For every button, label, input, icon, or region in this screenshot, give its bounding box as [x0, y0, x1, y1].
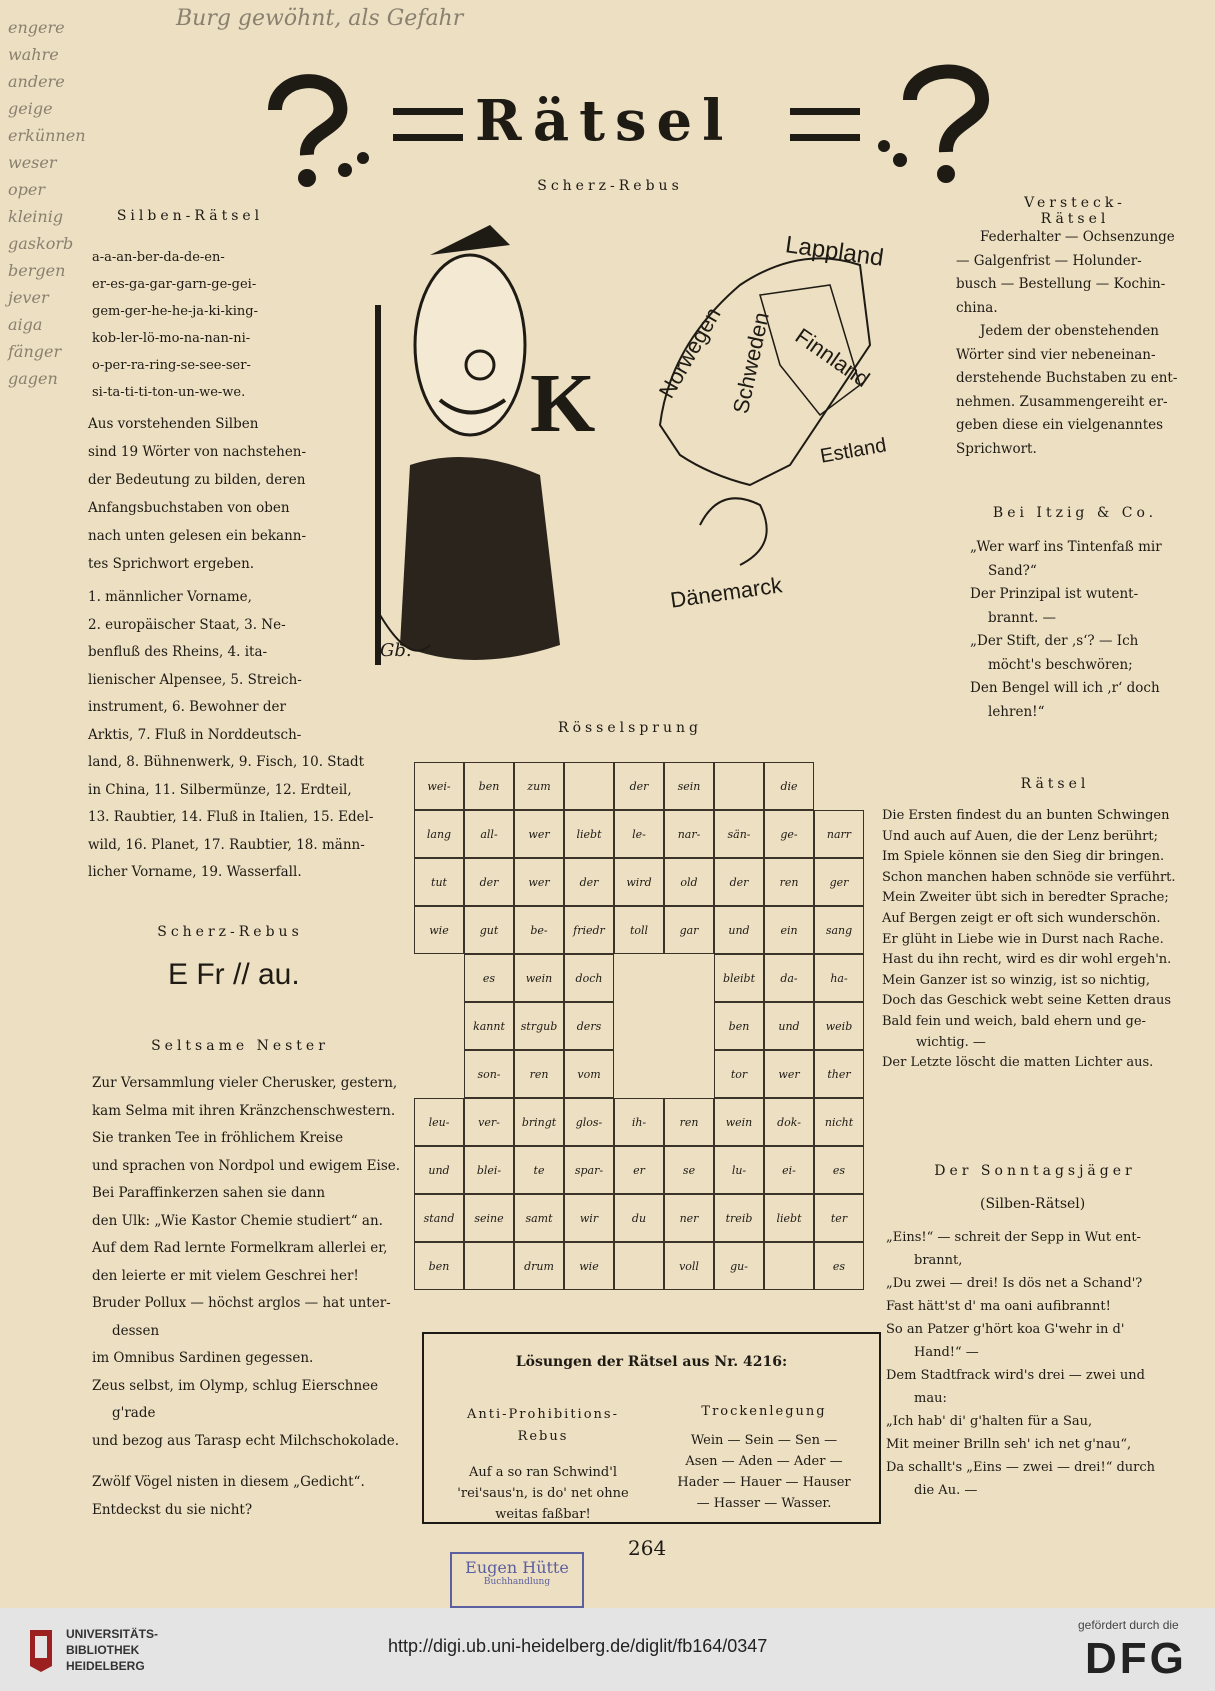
roessel-cell: ge- [764, 810, 814, 858]
roessel-cell: wer [514, 858, 564, 906]
roessel-cell: friedr [564, 906, 614, 954]
roessel-cell: der [714, 858, 764, 906]
library-name: UNIVERSITÄTS- BIBLIOTHEK HEIDELBERG [66, 1627, 159, 1673]
roessel-cell: narr [814, 810, 864, 858]
roessel-cell: son- [464, 1050, 514, 1098]
roessel-cell: bringt [514, 1098, 564, 1146]
map-label-finnland: Finnland [790, 323, 875, 393]
roessel-cell: tut [414, 858, 464, 906]
roessel-cell [564, 762, 614, 810]
loesungen-box [422, 1332, 881, 1524]
roessel-cell [764, 1242, 814, 1290]
roessel-cell: ei- [764, 1146, 814, 1194]
roessel-cell: ren [764, 858, 814, 906]
map-label-norwegen: Norwegen [653, 303, 726, 403]
roessel-cell: stand [414, 1194, 464, 1242]
roessel-cell: wie [414, 906, 464, 954]
roessel-cell: der [564, 858, 614, 906]
roessel-cell [614, 1242, 664, 1290]
silben-syllables: a-a-an-ber-da-de-en- er-es-ga-gar-garn-ge-gei- gem-ger-he-he-ja-ki-king- kob-ler-lö-mo-na-nan-ni- o-per-ra-ring-se-see-ser- si-ta-ti-ti-ton-un-we-we. [92, 250, 258, 400]
roessel-cell: du [614, 1194, 664, 1242]
roessel-cell: strgub [514, 1002, 564, 1050]
roessel-cell: ih- [614, 1098, 664, 1146]
roessel-cell: sän- [714, 810, 764, 858]
roessel-cell: und [414, 1146, 464, 1194]
roessel-cell: da- [764, 954, 814, 1002]
roessel-cell: und [714, 906, 764, 954]
roessel-cell: ha- [814, 954, 864, 1002]
roessel-cell: voll [664, 1242, 714, 1290]
roessel-cell: der [614, 762, 664, 810]
roessel-cell: be- [514, 906, 564, 954]
roessel-cell: treib [714, 1194, 764, 1242]
roessel-cell: se [664, 1146, 714, 1194]
cartoon-signature: Gb. [380, 640, 412, 661]
page-number: 264 [628, 1536, 667, 1560]
roessel-cell: tor [714, 1050, 764, 1098]
roessel-cell: wer [514, 810, 564, 858]
scandinavia-map [630, 225, 930, 615]
roessel-cell: er [614, 1146, 664, 1194]
roessel-cell [464, 1242, 514, 1290]
roessel-cell: old [664, 858, 714, 906]
roessel-cell: die [764, 762, 814, 810]
nester-poem: Zur Versammlung vieler Cherusker, gestern, kam Selma mit ihren Kränzchenschwestern. Sie tranken Tee in fröhlichem Kreise und sprachen von Nordpol und ewigem Eise. Bei Paraffinkerzen sahen sie dann den Ulk: „Wie Kastor Chemie studiert“ an. Auf dem Rad lernte Formelkram allerlei er, den leierte er mit vielem Geschrei her! Bruder Pollux — höchst arglos — hat unter- dessen im Omnibus Sardinen gegessen. Zeus selbst, im Olymp, schlug Eierschnee g'rade und bezog aus Tarasp echt Milchschokolade. Zwölf Vögel nisten in diesem „Gedicht“. Entdeckst du sie nicht? [92, 1075, 401, 1518]
pencil-notes-margin: engere wahre andere geige erkünnen weser oper kleinig gaskorb bergen jever aiga fänger gagen [8, 18, 86, 388]
roessel-cell: ben [714, 1002, 764, 1050]
map-label-schweden: Schweden [727, 310, 774, 416]
question-mark-figure-right [870, 60, 1010, 190]
roessel-cell: lang [414, 810, 464, 858]
header-bar-left-bottom [393, 134, 463, 141]
roessel-cell: gar [664, 906, 714, 954]
map-label-lappland: Lappland [783, 231, 886, 272]
roessel-cell: ver- [464, 1098, 514, 1146]
roessel-cell: wein [514, 954, 564, 1002]
loesungen-col2-title: Trockenlegung [701, 1404, 827, 1419]
roessel-cell [714, 762, 764, 810]
loesungen-col2-text: Wein — Sein — Sen — Asen — Aden — Ader — Hader — Hauer — Hauser — Hasser — Wasser. [677, 1433, 851, 1511]
roessel-cell: liebt [564, 810, 614, 858]
roessel-cell: es [464, 954, 514, 1002]
roessel-cell: ren [514, 1050, 564, 1098]
roessel-cell: spar- [564, 1146, 614, 1194]
roessel-cell: seine [464, 1194, 514, 1242]
roessel-cell [664, 1002, 714, 1050]
roessel-cell: ther [814, 1050, 864, 1098]
itzig-title: Bei Itzig & Co. [992, 505, 1158, 521]
silben-title: Silben-Rätsel [116, 208, 264, 224]
roessel-cell: wie [564, 1242, 614, 1290]
roessel-cell: gu- [714, 1242, 764, 1290]
roessel-cell: lu- [714, 1146, 764, 1194]
page-title: Rätsel [475, 88, 734, 154]
digi-url-link[interactable]: http://digi.ub.uni-heidelberg.de/diglit/fb164/0347 [388, 1636, 768, 1656]
roessel-cell: wer [764, 1050, 814, 1098]
nester-title: Seltsame Nester [151, 1038, 329, 1054]
versteck-title: Versteck-Rätsel [1024, 195, 1126, 227]
funded-by-text: gefördert durch die [1078, 1618, 1179, 1632]
roessel-cell [664, 1050, 714, 1098]
roessel-grid [414, 762, 864, 1300]
header-bar-left-top [393, 108, 463, 115]
roessel-cell: all- [464, 810, 514, 858]
itzig-text: „Wer warf ins Tintenfaß mir Sand?“ Der Prinzipal ist wutent- brannt. — „Der Stift, der ‚s‘? — Ich möcht's beschwören; Den Bengel will ich ‚r‘ doch lehren!“ [970, 539, 1162, 720]
roessel-cell: weib [814, 1002, 864, 1050]
jaeger-title: Der Sonntagsjäger [934, 1163, 1136, 1179]
roessel-cell: der [464, 858, 514, 906]
header-bar-right-bottom [790, 134, 860, 141]
roessel-cell: es [814, 1242, 864, 1290]
roessel-cell: doch [564, 954, 614, 1002]
roessel-cell: toll [614, 906, 664, 954]
scherz-rebus2-title: Scherz-Rebus [157, 924, 303, 940]
roessel-cell: ner [664, 1194, 714, 1242]
roessel-cell: wein [714, 1098, 764, 1146]
map-label-estland: Estland [818, 434, 889, 468]
roessel-cell: und [764, 1002, 814, 1050]
roessel-cell: blei- [464, 1146, 514, 1194]
raetsel-title: Rätsel [1020, 776, 1090, 792]
loesungen-col1-text: Auf a so ran Schwind'l 'rei'saus'n, is do' net ohne weitas faßbar! [457, 1465, 629, 1522]
map-label-daenemarck: Dänemarck [668, 572, 784, 613]
roessel-cell: ter [814, 1194, 864, 1242]
roessel-cell: drum [514, 1242, 564, 1290]
roessel-cell: es [814, 1146, 864, 1194]
pencil-note-top: Burg gewöhnt, als Gefahr [176, 6, 464, 31]
roessel-cell: samt [514, 1194, 564, 1242]
roessel-cell: kannt [464, 1002, 514, 1050]
roessel-cell: dok- [764, 1098, 814, 1146]
roessel-cell: sein [664, 762, 714, 810]
roessel-cell: liebt [764, 1194, 814, 1242]
silben-intro: Aus vorstehenden Silben sind 19 Wörter von nachstehen- der Bedeutung zu bilden, deren Anfangsbuchstaben von oben nach unten gelesen ein bekann- tes Sprichwort ergeben. [88, 416, 307, 572]
roessel-cell: wei- [414, 762, 464, 810]
dfg-logo: DFG [1085, 1634, 1187, 1683]
roessel-cell: sang [814, 906, 864, 954]
roessel-cell: ren [664, 1098, 714, 1146]
raetsel-poem: Die Ersten findest du an bunten Schwingen Und auch auf Auen, die der Lenz berührt; Im Spiele können sie den Sieg dir bringen. Schon manchen haben schnöde sie verführt. Mein Zweiter übt sich in beredter Sprache; Auf Bergen zeigt er oft sich wunderschön. Er glüht in Liebe wie in Durst nach Rache. Hast du ihn recht, wird es dir wohl ergeh'n. Mein Ganzer ist so winzig, ist so nichtig, Doch das Geschick webt seine Ketten draus Bald fein und weich, bald ehern und ge- wichtig. — Der Letzte löscht die matten Lichter aus. [882, 808, 1176, 1071]
library-stamp: Eugen Hütte Buchhandlung [450, 1552, 584, 1608]
roessel-cell: ben [414, 1242, 464, 1290]
jaeger-subtitle: (Silben-Rätsel) [980, 1196, 1086, 1212]
roessel-cell: ein [764, 906, 814, 954]
roessel-cell: leu- [414, 1098, 464, 1146]
silben-clues: 1. männlicher Vorname, 2. europäischer Staat, 3. Ne- benfluß des Rheins, 4. ita- lienischer Alpensee, 5. Streich- instrument, 6. Bewohner der Arktis, 7. Fluß in Norddeutsch- land, 8. Bühnenwerk, 9. Fisch, 10. Stadt in China, 11. Silbermünze, 12. Erdteil, 13. Raubtier, 14. Fluß in Italien, 15. Edel- wild, 16. Planet, 17. Raubtier, 18. männ- licher Vorname, 19. Wasserfall. [88, 589, 374, 880]
roessel-cell: ben [464, 762, 514, 810]
roessel-cell: nar- [664, 810, 714, 858]
roessel-cell: le- [614, 810, 664, 858]
cartoon-figure [370, 225, 570, 680]
roessel-cell [664, 954, 714, 1002]
footer-bar [0, 1608, 1215, 1691]
header-bar-right-top [790, 108, 860, 115]
roessel-cell: ger [814, 858, 864, 906]
roessel-cell: zum [514, 762, 564, 810]
roessel-cell: wird [614, 858, 664, 906]
roessel-cell: nicht [814, 1098, 864, 1146]
roessel-cell: glos- [564, 1098, 614, 1146]
scherz-rebus2-text: E Fr // au. [168, 958, 300, 991]
loesungen-title: Lösungen der Rätsel aus Nr. 4216: [515, 1354, 788, 1370]
cartoon-letter: K [530, 357, 596, 450]
loesungen-col1-title: Anti-Prohibitions- Rebus [467, 1407, 619, 1444]
roessel-cell: ders [564, 1002, 614, 1050]
versteck-text: Federhalter — Ochsenzunge — Galgenfrist — Holunder- busch — Bestellung — Kochin- china. Jedem der obenstehenden Wörter sind vier nebeneinan- derstehende Buchstaben zu ent- nehmen. Zusammengereiht er- geben diese ein vielgenanntes Sprichwort. [956, 229, 1178, 457]
roessel-cell: vom [564, 1050, 614, 1098]
jaeger-poem: „Eins!“ — schreit der Sepp in Wut ent- brannt, „Du zwei — drei! Is dös net a Schand'? Fast hätt'st d' ma oani aufibrannt! So an Patzer g'hört koa G'wehr in d' Hand!“ — Dem Stadtfrack wird's drei — zwei und mau: „Ich hab' di' g'halten für a Sau, Mit meiner Brilln seh' ich net g'nau“, Da schallt's „Eins — zwei — drei!“ durch die Au. — [886, 1230, 1156, 1498]
scherz-rebus-title: Scherz-Rebus [537, 178, 683, 194]
roessel-cell: wir [564, 1194, 614, 1242]
roessel-cell: gut [464, 906, 514, 954]
library-logo-icon [26, 1626, 56, 1672]
roessel-title: Rösselsprung [558, 720, 702, 736]
roessel-cell: te [514, 1146, 564, 1194]
roessel-cell: bleibt [714, 954, 764, 1002]
question-mark-figure-left [245, 70, 385, 190]
